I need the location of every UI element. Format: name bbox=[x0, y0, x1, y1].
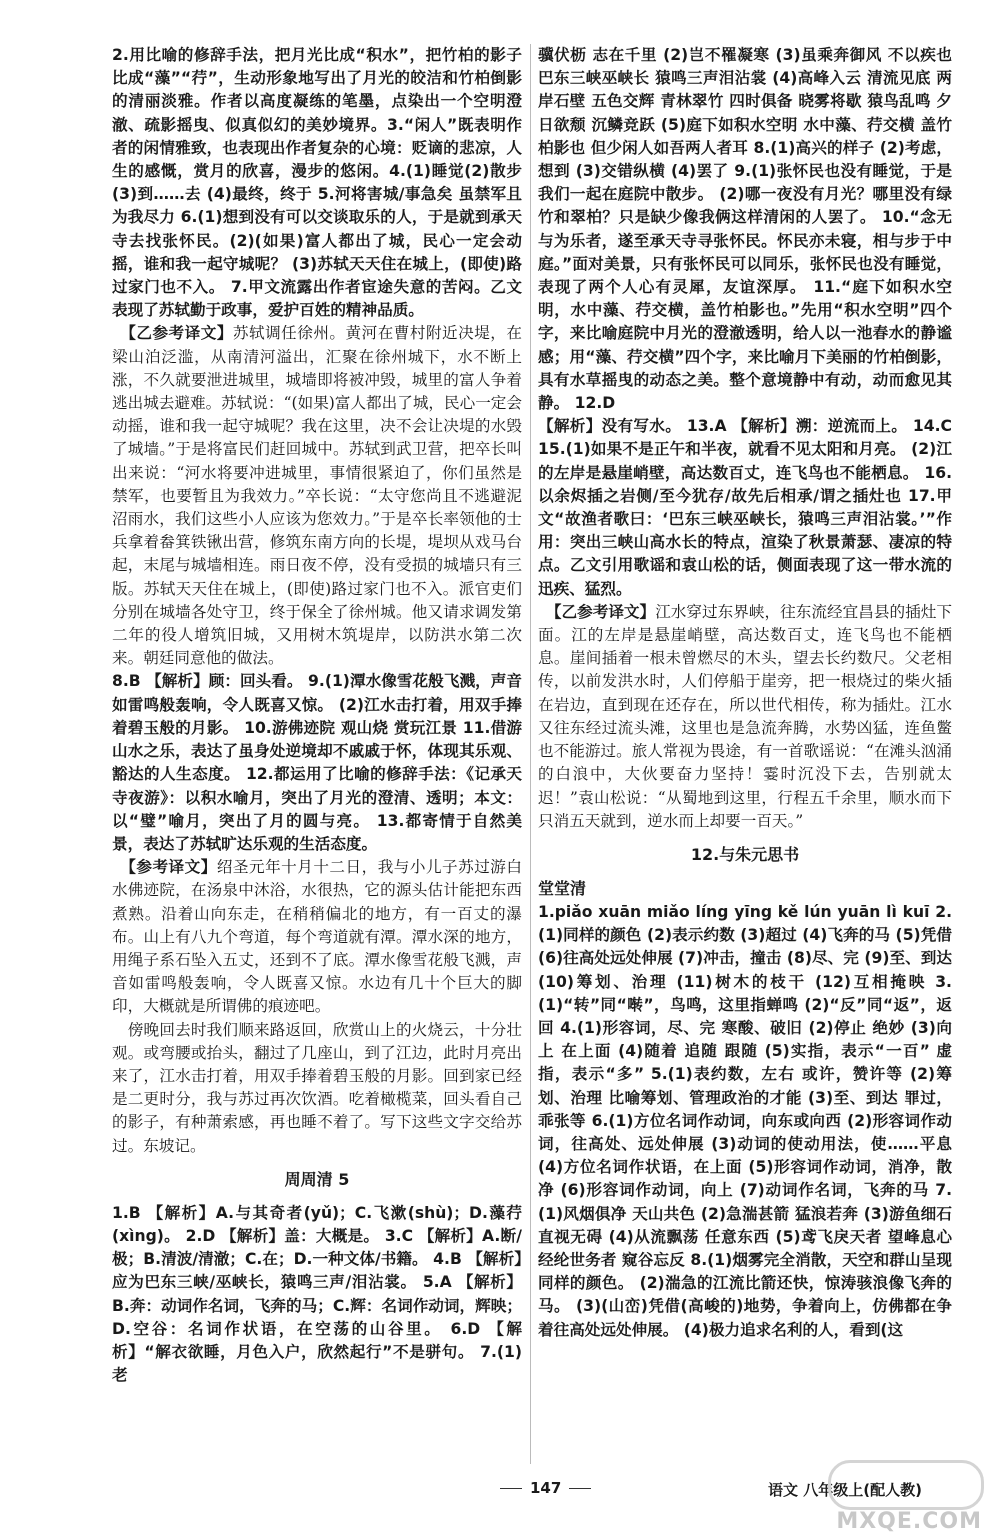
answers-block-3: 1.B 【解析】A.与其奇者(yǔ)；C.飞漱(shù)；D.藻荇(xìng)。 2.D 【解析】盖：大概是。 3.C 【解析】A.断/极；B.清波/清澈；C.在；D.一种文体/书籍。 4.B 【解析】应为巴东三峡/巫峡长，猿鸣三声/泪沾裳。 5.A 【解析】B.奔：动词作名词，飞奔的马；C.辉：名词作动词，辉映；D.空谷：名词作状语，在空荡的山谷里。 6.D 【解析】“解衣欲睡，月色入户，欣然起行”不是骈句。 7.(1)老 bbox=[112, 1203, 522, 1385]
section-label: 堂堂清 bbox=[538, 878, 587, 898]
watermark-badge-icon bbox=[828, 1460, 984, 1510]
translation-label: 【乙参考译文】 bbox=[553, 602, 656, 621]
lesson-heading: 12.与朱元思书 bbox=[690, 844, 800, 864]
translation-block-2b bbox=[112, 1019, 522, 1158]
translation-block bbox=[538, 601, 952, 833]
answers-block-1: 2.用比喻的修辞手法，把月光比成“积水”，把竹柏的影子比成“藻”“荇”，生动形象地写出了月光的皎洁和竹柏倒影的清丽淡雅。作者以高度凝练的笔墨，点染出一个空明澄澈、疏影摇曳、似真似幻的美妙境界。3.“闲人”既表明作者的闲情雅致，也表现出作者复杂的心境：贬谪的悲凉，人生的感慨，赏月的欣喜，漫步的悠闲。4.(1)睡觉(2)散步 (3)到……去 (4)最终，终于 5.河将害城/事急矣 虽禁军且为我尽力 6.(1)想到没有可以交谈取乐的人，于是就到承天寺去找张怀民。(2)(如果)富人都出了城，民心一定会动摇，谁和我一起守城呢？ (3)苏轼天天住在城上，(即使)路过家门也不入。 7.甲文流露出作者宦途失意的苦闷。乙文表现了苏轼勤于政事，爱护百姓的精神品质。 bbox=[112, 46, 528, 320]
watermark-text: MXQE.COM bbox=[836, 1509, 982, 1534]
column-divider bbox=[530, 44, 531, 1464]
translation-label: 【乙参考译文】 bbox=[128, 324, 233, 343]
translation-text: 傍晚回去时我们顺来路返回，欣赏山上的火烧云，十分壮观。或弯腰或抬头，翻过了几座山，到了江边，此时月亮出来了，江水击打着，用双手捧着碧玉般的月影。回到家已经是二更时分，我与苏过再次饮酒。吃着橄榄菜，回头看自己的影子，有种萧索感，再也睡不着了。写下这些文字交给苏过。东坡记。 bbox=[112, 1020, 522, 1155]
answers-block-2: 8.B 【解析】顾：回头看。 9.(1)潭水像雪花般飞溅，声音如雷鸣般轰响，令人既喜又惊。 (2)江水击打着，用双手捧着碧玉般的月影。 10.游佛迹院 观山烧 赏玩江景 11.借游山水之乐，表达了虽身处逆境却不戚戚于怀，体现其乐观、豁达的人生态度。 12.都运用了比喻的修辞手法：《记承天寺夜游》：以积水喻月，突出了月光的澄清、透明；本文：以“璧”喻月，突出了月的圆与亮。 13.都寄情于自然美景，表达了苏轼旷达乐观的生活态度。 bbox=[112, 672, 522, 853]
translation-label: 【参考译文】 bbox=[128, 858, 217, 877]
answers-block-3: 1.piǎo xuān miǎo líng yīng kě lún yuān lì kuī 2.(1)同样的颜色 (2)表示约数 (3)超过 (4)飞奔的马 (5)凭借 (6)往高处远处伸展 (7)冲击，撞击 (8)尽、完 (9)至、到达 (10)筹划、治理 (11)树木的枝干 (12)互相掩映 3.(1)“转”同“啭”，鸟鸣，这里指蝉鸣 (2)“反”同“返”，返回 4.(1)形容词，尽、完 寒酸、破旧 (2)停止 绝妙 (3)向上 在上面 (4)随着 追随 跟随 (5)实指，表示“一百” 虚指，表示“多” 5.(1)表约数，左右 或许，赞许等 (2)筹划、治理 比喻筹划、管理政治的才能 (3)至、到达 罪过，乖张等 6.(1)方位名词作动词，向东或向西 (2)形容词作动词，往高处、远处伸展 (3)动词的使动用法，使……平息 (4)方位名词作状语，在上面 (5)形容词作动词，消净，散净 (6)形容词作动词，向上 (7)动词作名词，飞奔的马 7.(1)风烟俱净 天山共色 (2)急湍甚箭 猛浪若奔 (3)游鱼细石 直视无碍 (4)从流飘荡 任意东西 (5)鸢飞戾天者 望峰息心 经纶世务者 窥谷忘反 8.(1)烟雾完全消散，天空和群山呈现同样的颜色。 (2)湍急的江流比箭还快，惊涛骇浪像飞奔的马。 (3)(山峦)凭借(高峻的)地势，争着向上，仿佛都在争着往高处远处伸展。 (4)极力追求名利的人，看到(这 bbox=[538, 902, 958, 1339]
left-column bbox=[112, 44, 528, 1387]
translation-block-2 bbox=[112, 856, 522, 1018]
translation-text: 苏轼调任徐州。黄河在曹村附近决堤，在梁山泊泛滥，从南清河溢出，汇聚在徐州城下，水不断上涨，不久就要泄进城里，城墙即将被冲毁，城里的富人争着逃出城去避难。苏轼说：“(如果)富人都出了城，民心一定会动摇，谁和我一起守城呢？我在这里，决不会让决堤的水毁了城墙。”于是将富民们赶回城中。苏轼到武卫营，把卒长叫出来说：“河水将要冲进城里，事情很紧迫了，你们虽然是禁军，也要暂且为我效力。”卒长说：“太守您尚且不逃避泥沼雨水，我们这些小人应该为您效力。”于是卒长率领他的士兵拿着畚箕铁锹出营，修筑东南方向的长堤，堤坝从戏马台起，末尾与城墙相连。雨日夜不停，没有受损的城墙只有三版。苏轼天天住在城上，(即使)路过家门也不入。派官吏们分别在城墙各处守卫，终于保全了徐州城。他又请求调发第二年的役人增筑旧城，又用树木筑堤岸，以防洪水第二次来。朝廷同意他的做法。 bbox=[112, 324, 522, 668]
translation-block-1 bbox=[112, 322, 522, 670]
translation-text: 江水穿过东界峡，往东流经宜昌县的插灶下面。江的左岸是悬崖峭壁，高达数百丈，连飞鸟也不能栖息。崖间插着一根未曾燃尽的木头，望去长约数尺。父老相传，以前发洪水时，人们停船于崖旁，把一根烧过的柴火插在岩边，直到现在还存在，所以世代相传，称为插灶。江水又往东经过流头滩，这里也是急流奔腾，水势凶猛，连鱼鳖也不能游过。旅人常视为畏途，有一首歌谣说：“在滩头汹涌的白浪中，大伙要奋力坚持！霎时沉没下去，告别就太迟！”袁山松说：“从蜀地到这里，行程五千余里，顺水而下只消五天就到，逆水而上却要一百天。” bbox=[538, 602, 952, 830]
right-column bbox=[538, 44, 958, 1342]
weekly-heading: 周周清 5 bbox=[284, 1169, 350, 1189]
answers-block-1: 骥伏枥 志在千里 (2)岂不罹凝寒 (3)虽乘奔御风 不以疾也 巴东三峡巫峡长 猿鸣三声泪沾裳 (4)高峰入云 清流见底 两岸石壁 五色交辉 青林翠竹 四时俱备 晓雾将歇 猿鸟乱鸣 夕日欲颓 沉鳞竞跃 (5)庭下如积水空明 水中藻、荇交横 盖竹柏影也 但少闲人如吾两人者耳 8.(1)高兴的样子 (2)考虑，想到 (3)交错纵横 (4)罢了 9.(1)张怀民也没有睡觉，于是我们一起在庭院中散步。 (2)哪一夜没有月光？哪里没有绿竹和翠柏？只是缺少像我俩这样清闲的人罢了。 10.“念无与为乐者，遂至承天寺寻张怀民。怀民亦未寝，相与步于中庭。”面对美景，只有张怀民可以同乐，张怀民也没有睡觉，表现了两个人心有灵犀，友谊深厚。 11.“庭下如积水空明，水中藻、荇交横，盖竹柏影也。”先用“积水空明”四个字，来比喻庭院中月光的澄澈透明，给人以一池春水的静谧感；用“藻、荇交横”四个字，来比喻月下美丽的竹柏倒影，具有水草摇曳的动态之美。整个意境静中有动，动而愈见其静。 12.D bbox=[538, 46, 958, 413]
translation-text: 绍圣元年十月十二日，我与小儿子苏过游白水佛迹院，在汤泉中沐浴，水很热，它的源头估计能把东西煮熟。沿着山向东走，在稍稍偏北的地方，有一百丈的瀑布。山上有八九个弯道，每个弯道就有潭。潭水深的地方，用绳子系石坠入五丈，还到不了底。潭水像雪花般飞溅，声音如雷鸣般轰响，令人既喜又惊。水边有几十个巨大的脚印，大概就是所谓佛的痕迹吧。 bbox=[112, 858, 522, 1016]
watermark-logo bbox=[822, 1460, 992, 1536]
book-info: 语文 八年级上(配人教) bbox=[768, 1481, 922, 1499]
answers-block-2: 【解析】没有写水。 13.A 【解析】溯：逆流而上。 14.C 15.(1)如果不是正午和半夜，就看不见太阳和月亮。 (2)江的左岸是悬崖峭壁，高达数百丈，连飞鸟也不能栖息。 16.以余烬插之岩侧/至今犹存/故先后相承/谓之插灶也 17.甲文“故渔者歌曰：‘巴东三峡巫峡长，猿鸣三声泪沾裳。’”作用：突出三峡山高水长的特点，渲染了秋景萧瑟、凄凉的特点。乙文引用歌谣和袁山松的话，侧面表现了这一带水流的迅疾、猛烈。 bbox=[538, 417, 958, 598]
page-number: 147 bbox=[492, 1479, 599, 1497]
